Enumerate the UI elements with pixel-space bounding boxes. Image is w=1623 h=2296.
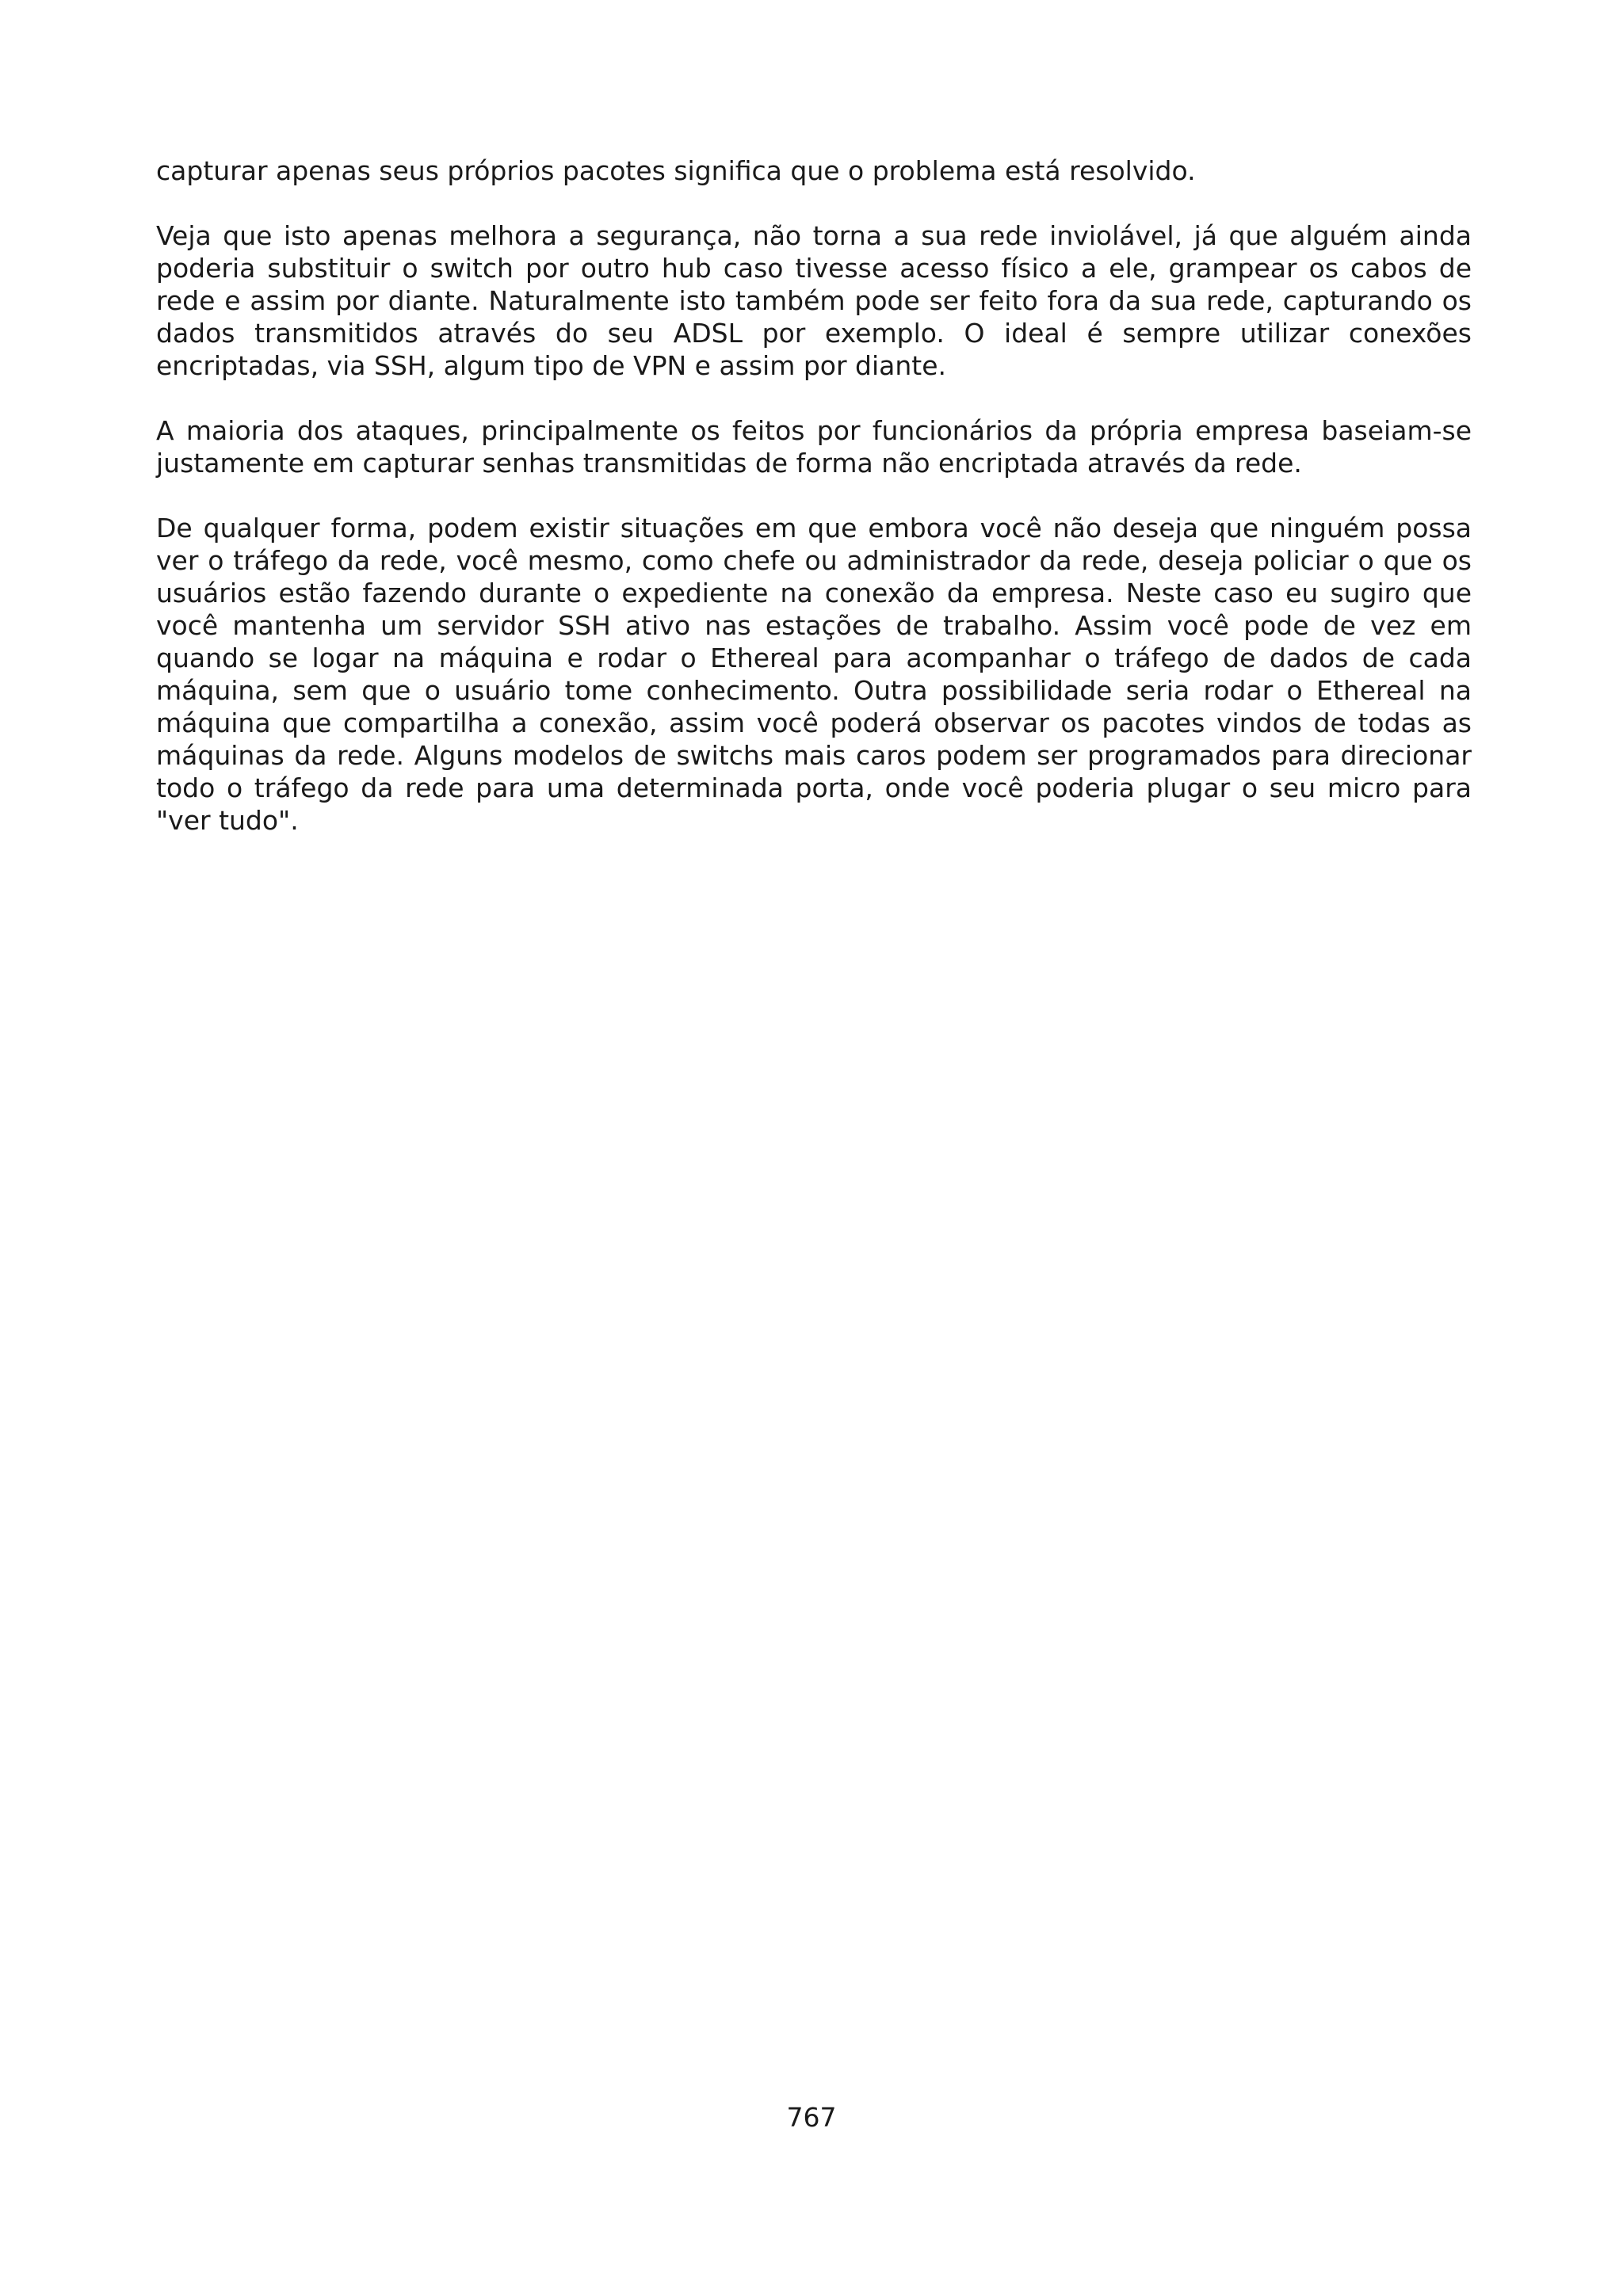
paragraph-3: A maioria dos ataques, principalmente os feitos por funcionários da própria empresa baseiam-se justamente em capturar senhas transmitidas de forma não encriptada através da rede. [156, 415, 1472, 479]
paragraph-2: Veja que isto apenas melhora a segurança, não torna a sua rede inviolável, já que alguém ainda poderia substituir o switch por outro hub caso tivesse acesso físico a ele, grampear os cabos de rede e assim por diante. Naturalmente isto também pode ser feito fora da sua rede, capturando os dados transmitidos através do seu ADSL por exemplo. O ideal é sempre utilizar conexões encriptadas, via SSH, algum tipo de VPN e assim por diante. [156, 220, 1472, 381]
paragraph-4: De qualquer forma, podem existir situações em que embora você não deseja que ninguém possa ver o tráfego da rede, você mesmo, como chefe ou administrador da rede, deseja policiar o que os usuários estão fazendo durante o expediente na conexão da empresa. Neste caso eu sugiro que você mantenha um servidor SSH ativo nas estações de trabalho. Assim você pode de vez em quando se logar na máquina e rodar o Ethereal para acompanhar o tráfego de dados de cada máquina, sem que o usuário tome conhecimento. Outra possibilidade seria rodar o Ethereal na máquina que compartilha a conexão, assim você poderá observar os pacotes vindos de todas as máquinas da rede. Alguns modelos de switchs mais caros podem ser programados para direcionar todo o tráfego da rede para uma determinada porta, onde você poderia plugar o seu micro para "ver tudo". [156, 513, 1472, 836]
page-number: 767 [786, 2102, 837, 2133]
body-text [156, 154, 1472, 869]
paragraph-1: capturar apenas seus próprios pacotes significa que o problema está resolvido. [156, 155, 1196, 186]
